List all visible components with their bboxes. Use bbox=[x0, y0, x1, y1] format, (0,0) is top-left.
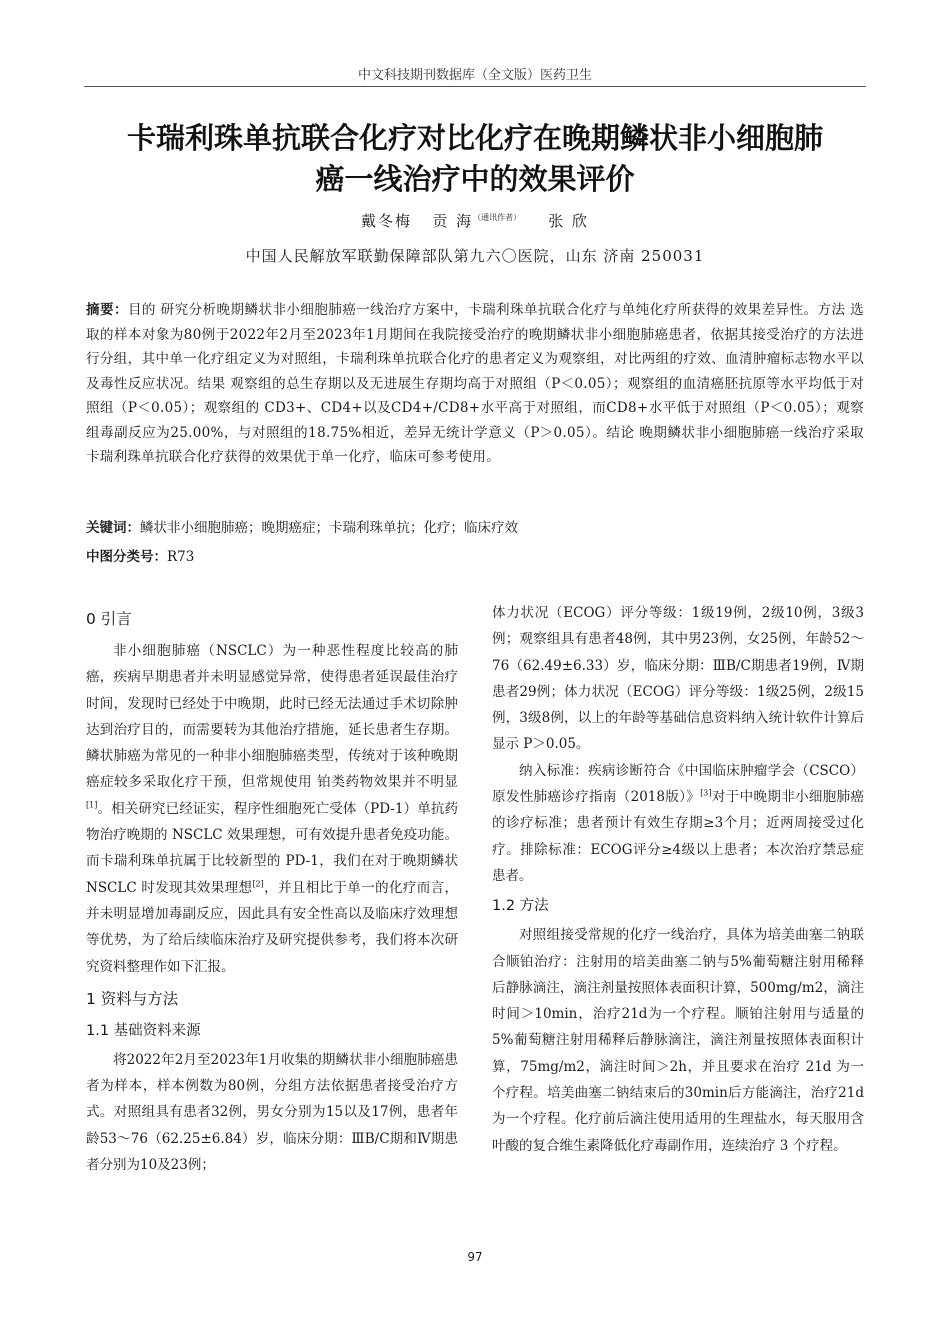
author-1: 戴冬梅 bbox=[361, 212, 413, 230]
baseline-paragraph-continued: 体力状况（ECOG）评分等级：1级19例，2级10例，3级3例；观察组具有患者48例，其中男23例，女25例，年龄52～76（62.49±6.33）岁，临床分期：ⅢB/C期患者19例，Ⅳ期患者29例；体力状况（ECOG）评分等级：1级25例，2级15例，3级8例，以上的年龄等基础信息资料纳入统计软件计算后显示 P＞0.05。 bbox=[492, 605, 864, 753]
author-3: 张 欣 bbox=[548, 212, 589, 230]
abstract-label: 摘要： bbox=[86, 302, 128, 318]
journal-header: 中文科技期刊数据库（全文版）医药卫生 bbox=[357, 68, 592, 83]
intro-text-c: ，并且相比于单一的化疗而言，并未明显增加毒副反应，因此具有安全性高以及临床疗效理想等优势，为了给后续临床治疗及研究提供参考，我们将本次研究资料整理作如下汇报。 bbox=[86, 879, 458, 975]
keywords bbox=[86, 516, 864, 536]
criteria-text-a: 纳入标准：疾病诊断符合《中国临床肿瘤学会（CSCO）原发性肺癌诊疗指南（2018版）》 bbox=[492, 762, 864, 806]
title-line-1: 卡瑞利珠单抗联合化疗对比化疗在晚期鳞状非小细胞肺 bbox=[126, 121, 823, 155]
keywords-label: 关键词： bbox=[86, 520, 140, 536]
clc-text: R73 bbox=[167, 549, 195, 565]
section-0-heading: 0 引言 bbox=[86, 610, 132, 628]
keywords-text: 鳞状非小细胞肺癌；晚期癌症；卡瑞利珠单抗；化疗；临床疗效 bbox=[140, 520, 518, 536]
section-1-2-heading: 1.2 方法 bbox=[492, 898, 549, 915]
citation-2: [2] bbox=[252, 879, 264, 889]
title-line-2: 癌一线治疗中的效果评价 bbox=[315, 162, 635, 196]
section-1-heading: 1 资料与方法 bbox=[86, 989, 179, 1008]
corresponding-author-mark: （通讯作者） bbox=[473, 213, 522, 222]
criteria-paragraph bbox=[492, 758, 864, 889]
criteria-text-b: 对于中晚期非小细胞肺癌的诊疗标准；患者预计有效生存期≥3个月；近两周接受过化疗。排除标准：ECOG评分≥4级以上患者；本次治疗禁忌症患者。 bbox=[492, 789, 865, 884]
classification-number bbox=[86, 545, 864, 565]
section-1-1-heading: 1.1 基础资料来源 bbox=[86, 1022, 201, 1039]
article-title bbox=[84, 118, 866, 200]
header-rule bbox=[84, 86, 866, 87]
page-number: 97 bbox=[467, 1250, 483, 1264]
clc-label: 中图分类号： bbox=[86, 549, 167, 565]
abstract-text: 目的 研究分析晚期鳞状非小细胞肺癌一线治疗方案中，卡瑞利珠单抗联合化疗与单纯化疗所获得的效果差异性。方法 选取的样本对象为80例于2022年2月至2023年1月期间在我院接受治疗的晚期鳞状非小细胞肺癌患者，依据其接受治疗的方法进行分组，其中单一化疗组定义为对照组，卡瑞利珠单抗联合化疗的患者定义为观察组，对比两组的疗效、血清肿瘤标志物水平以及毒性反应状况。结果 观察组的总生存期以及无进展生存期均高于对照组（P＜0.05）；观察组的血清癌胚抗原等水平均低于对照组（P＜0.05）；观察组的 CD3+、CD4+以及CD4+/CD8+水平高于对照组，而CD8+水平低于对照组（P＜0.05）；观察组毒副反应为25.00%，与对照组的18.75%相近，差异无统计学意义（P＞0.05）。结论 晚期鳞状非小细胞肺癌一线治疗采取卡瑞利珠单抗联合化疗获得的效果优于单一化疗，临床可参考使用。 bbox=[86, 302, 865, 465]
citation-1: [1] bbox=[86, 800, 98, 810]
left-column bbox=[86, 600, 458, 1178]
methods-paragraph: 对照组接受常规的化疗一线治疗，具体为培美曲塞二钠联合顺铂治疗：注射用的培美曲塞二钠与5%葡萄糖注射用稀释后静脉滴注，滴注剂量按照体表面积计算，500mg/m2，滴注时间＞10min，治疗21d为一个疗程。顺铂注射用与适量的5%葡萄糖注射用稀释后静脉滴注，滴注剂量按照体表面积计算，75mg/m2，滴注时间＞2h，并且要求在治疗 21d 为一个疗程。培美曲塞二钠结束后的30min后方能滴注，治疗21d为一个疗程。化疗前后滴注使用适用的生理盐水，每天服用含叶酸的复合维生素降低化疗毒副作用，连续治疗 3 个疗程。 bbox=[492, 927, 864, 1154]
intro-paragraph bbox=[86, 638, 458, 980]
intro-text-b: 。相关研究已经证实，程序性细胞死亡受体（PD-1）单抗药物治疗晚期的 NSCLC 效果理想，可有效提升患者免疫功能。而卡瑞利珠单抗属于比较新型的 PD-1，我们在对于晚期鳞状 NSCLC 时发现其效果理想 bbox=[86, 800, 458, 896]
intro-text-a: 非小细胞肺癌（NSCLC）为一种恶性程度比较高的肺癌，疾病早期患者并未明显感觉异常，使得患者延误最佳治疗时间，发现时已经处于中晚期，此时已经无法通过手术切除肿达到治疗目的，而需要转为其他治疗措施，延长患者生存期。鳞状肺癌为常见的一种非小细胞肺癌类型，传统对于该种晚期癌症较多采取化疗干预，但常规使用 铂类药物效果并不明显 bbox=[86, 643, 458, 791]
right-column bbox=[492, 600, 864, 1159]
author-2: 贡 海 bbox=[432, 212, 474, 230]
affiliation: 中国人民解放军联勤保障部队第九六〇医院，山东 济南 250031 bbox=[245, 247, 705, 265]
abstract bbox=[86, 298, 864, 470]
citation-3: [3] bbox=[700, 788, 712, 798]
baseline-paragraph: 将2022年2月至2023年1月收集的期鳞状非小细胞肺癌患者为样本，样本例数为80例，分组方法依据患者接受治疗方式。对照组具有患者32例，男女分别为15以及17例，患者年龄53～76（62.25±6.84）岁，临床分期：ⅢB/C期和Ⅳ期患者分别为10及23例； bbox=[86, 1051, 458, 1174]
author-list bbox=[0, 210, 950, 231]
